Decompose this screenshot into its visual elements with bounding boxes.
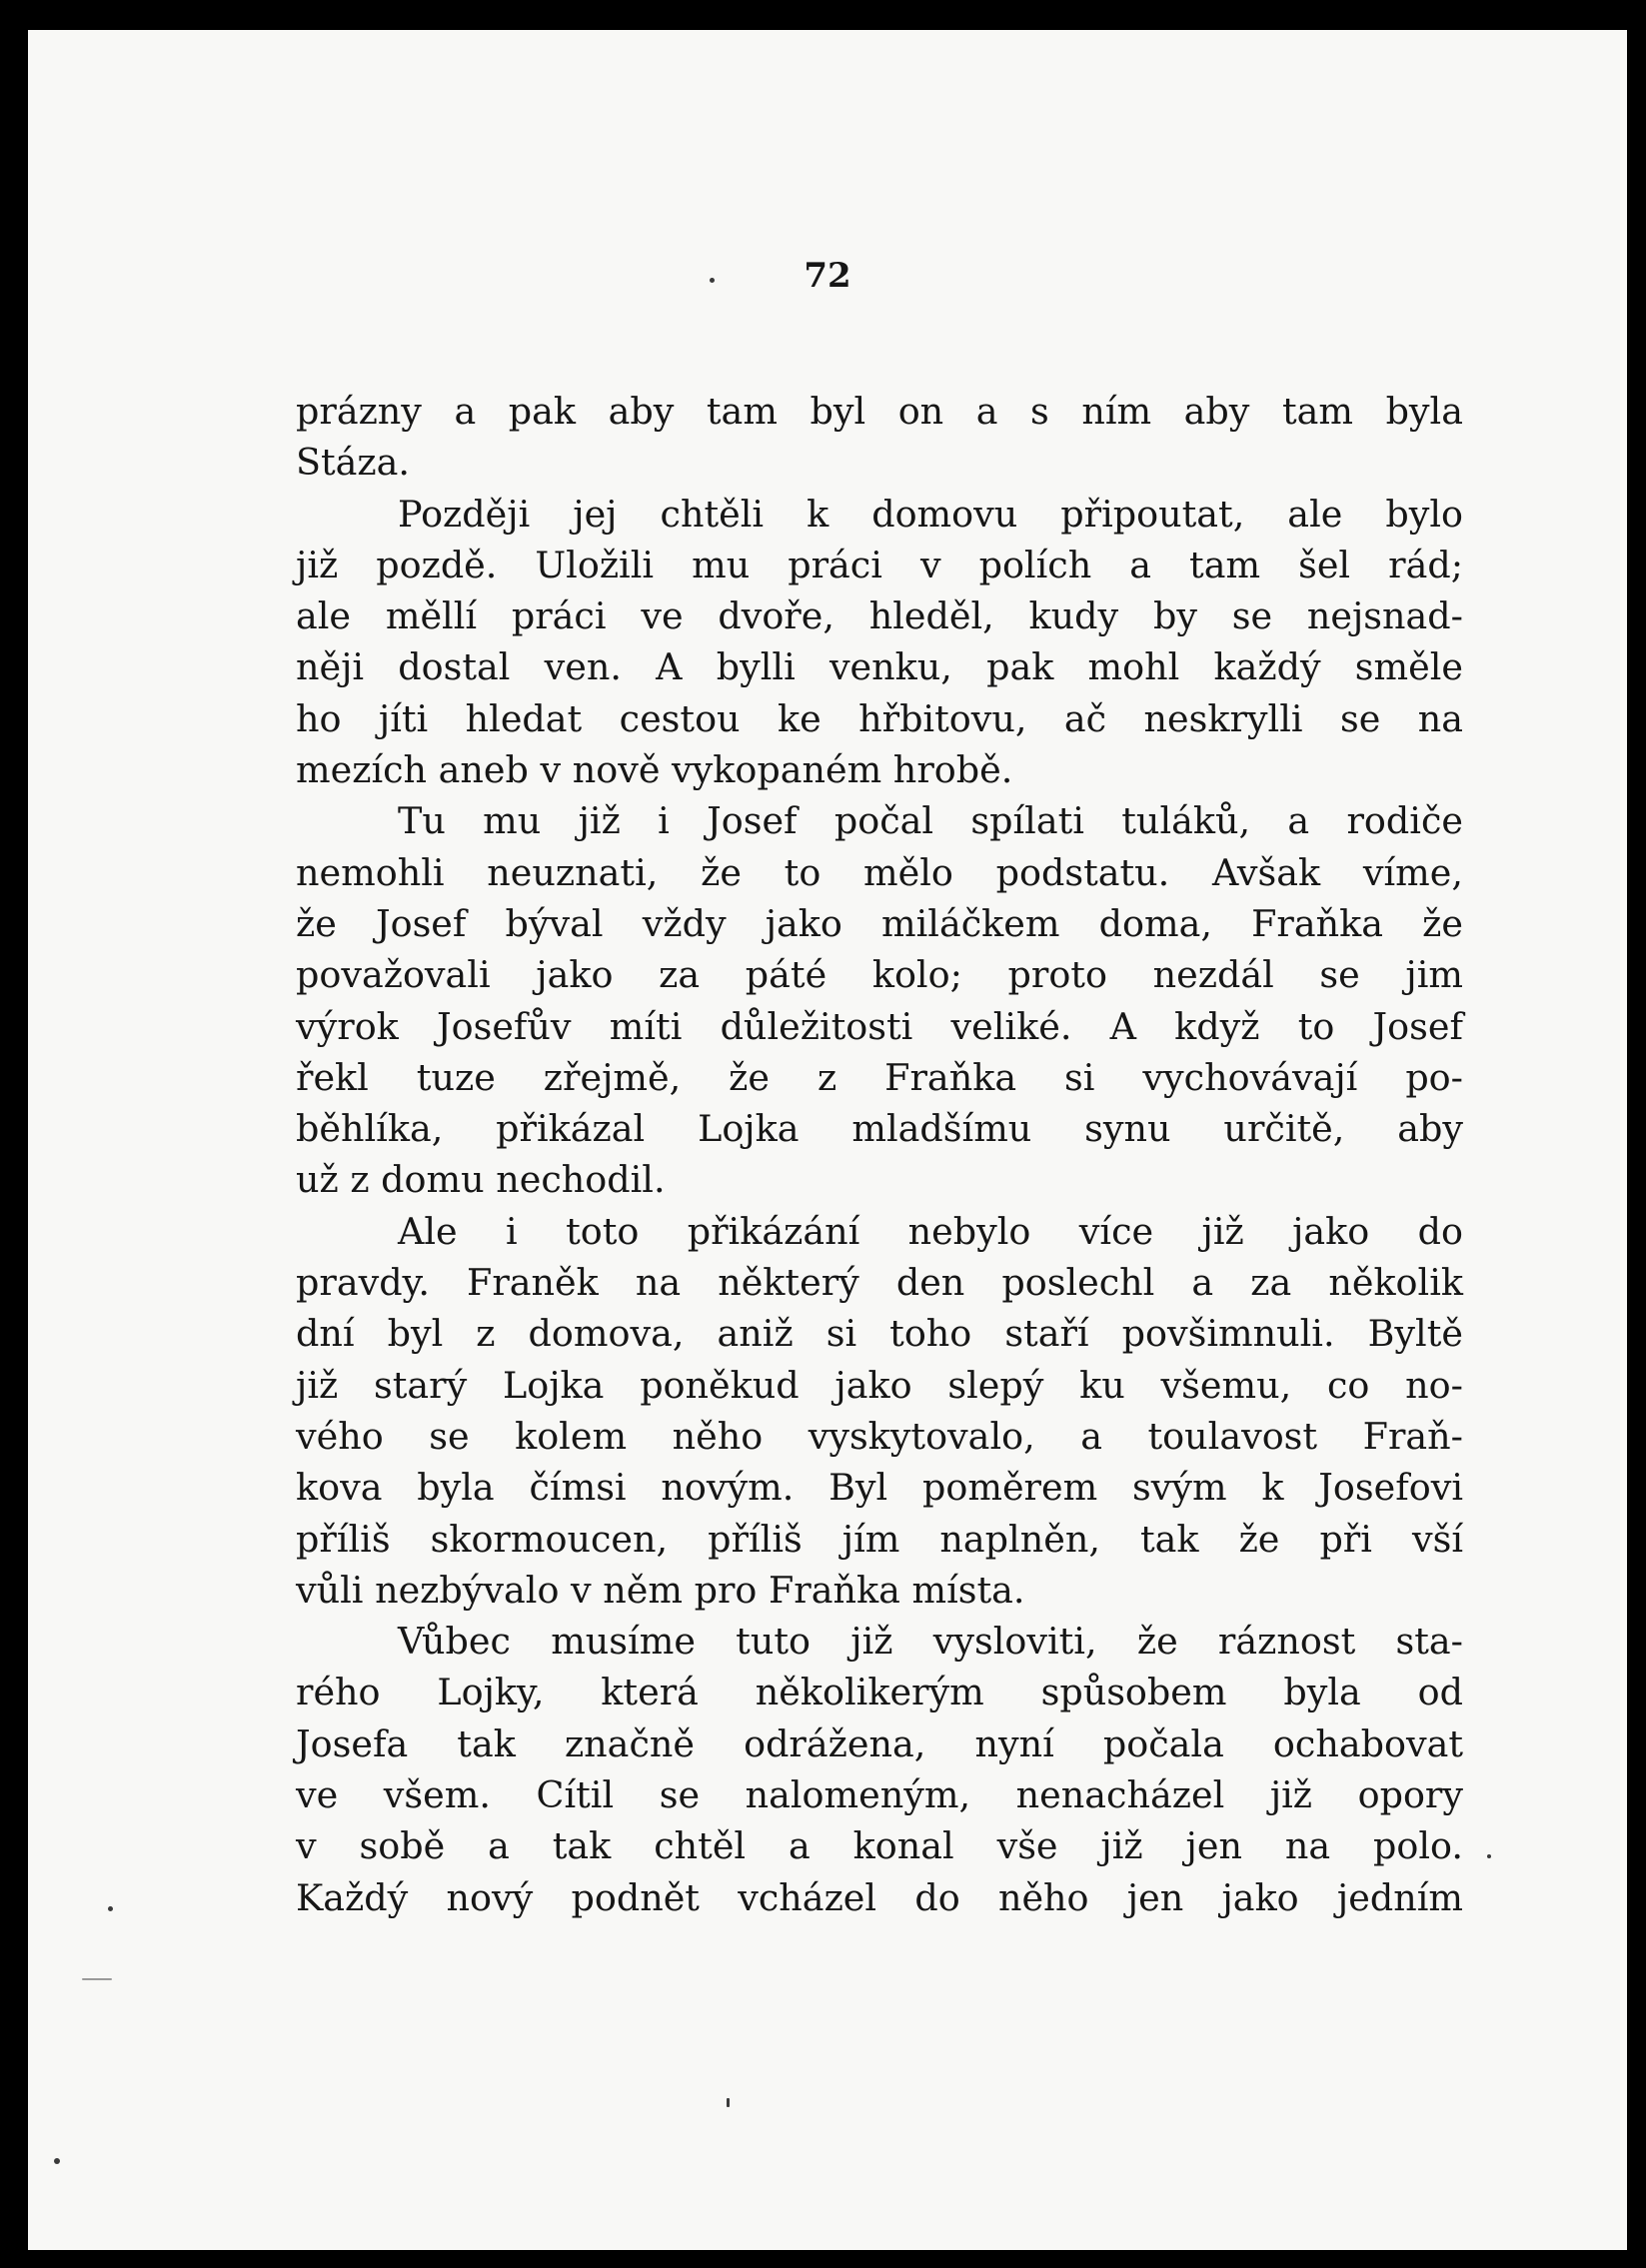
text-line: něji dostal ven. A bylli venku, pak mohl každý směle xyxy=(296,645,1463,689)
text-line: považovali jako za páté kolo; proto nezdál se jim xyxy=(296,953,1463,997)
page-number: 72 xyxy=(804,256,851,296)
text-line: výrok Josefův míti důležitosti veliké. A když to Josef xyxy=(296,1004,1463,1048)
text-line: ale měllí práci ve dvoře, hleděl, kudy by se nejsnad- xyxy=(296,594,1463,638)
text-line: řekl tuze zřejmě, že z Fraňka si vychovávají po- xyxy=(296,1055,1463,1099)
scan-speck xyxy=(108,1906,113,1911)
scan-speck xyxy=(54,2158,60,2164)
text-line: pravdy. Franěk na některý den poslechl a za několik xyxy=(296,1261,1463,1305)
text-line: ho jíti hledat cestou ke hřbitovu, ač neskrylli se na xyxy=(296,696,1463,740)
text-line: již pozdě. Uložili mu práci v polích a tam šel rád; xyxy=(296,543,1463,586)
text-line: v sobě a tak chtěl a konal vše již jen na polo. xyxy=(296,1824,1463,1868)
text-line: Každý nový podnět vcházel do něho jen jako jedním xyxy=(296,1875,1463,1919)
text-line: nemohli neuznati, že to mělo podstatu. Avšak víme, xyxy=(296,850,1463,894)
text-line: mezích aneb v nově vykopaném hrobě. xyxy=(296,748,1013,792)
scan-speck xyxy=(1487,1854,1491,1858)
scan-speck xyxy=(727,2098,730,2107)
text-line: Stáza. xyxy=(296,441,411,485)
text-line: Tu mu již i Josef počal spílati tuláků, a rodiče xyxy=(398,799,1463,843)
text-line: že Josef býval vždy jako miláčkem doma, Fraňka že xyxy=(296,901,1463,945)
text-line: běhlíka, přikázal Lojka mladšímu synu určitě, aby xyxy=(296,1107,1463,1151)
text-line: už z domu nechodil. xyxy=(296,1158,666,1202)
text-line: dní byl z domova, aniž si toho staří povšimnuli. Byltě xyxy=(296,1312,1463,1356)
text-line: Ale i toto přikázání nebylo více již jako do xyxy=(398,1209,1463,1253)
text-line: Josefa tak značně odrážena, nyní počala ochabovat xyxy=(296,1721,1463,1765)
text-line: vůli nezbývalo v něm pro Fraňka místa. xyxy=(296,1568,1025,1612)
book-page xyxy=(28,30,1627,2250)
text-line: vého se kolem něho vyskytovalo, a toulavost Fraň- xyxy=(296,1414,1463,1458)
text-line: Vůbec musíme tuto již vysloviti, že ráznost sta- xyxy=(398,1620,1463,1664)
scan-speck xyxy=(82,1978,112,1980)
text-line: Později jej chtěli k domovu připoutat, ale bylo xyxy=(398,492,1463,536)
text-line: již starý Lojka poněkud jako slepý ku všemu, co no- xyxy=(296,1363,1463,1407)
body-text xyxy=(296,386,1463,1923)
text-line: kova byla čímsi novým. Byl poměrem svým k Josefovi xyxy=(296,1466,1463,1510)
text-line: prázny a pak aby tam byl on a s ním aby tam byla xyxy=(296,390,1463,433)
text-line: rého Lojky, která několikerým spůsobem byla od xyxy=(296,1671,1463,1714)
text-line: ve všem. Cítil se nalomeným, nenacházel již opory xyxy=(296,1773,1463,1817)
text-line: příliš skormoucen, příliš jím naplněn, tak že při vší xyxy=(296,1517,1463,1561)
